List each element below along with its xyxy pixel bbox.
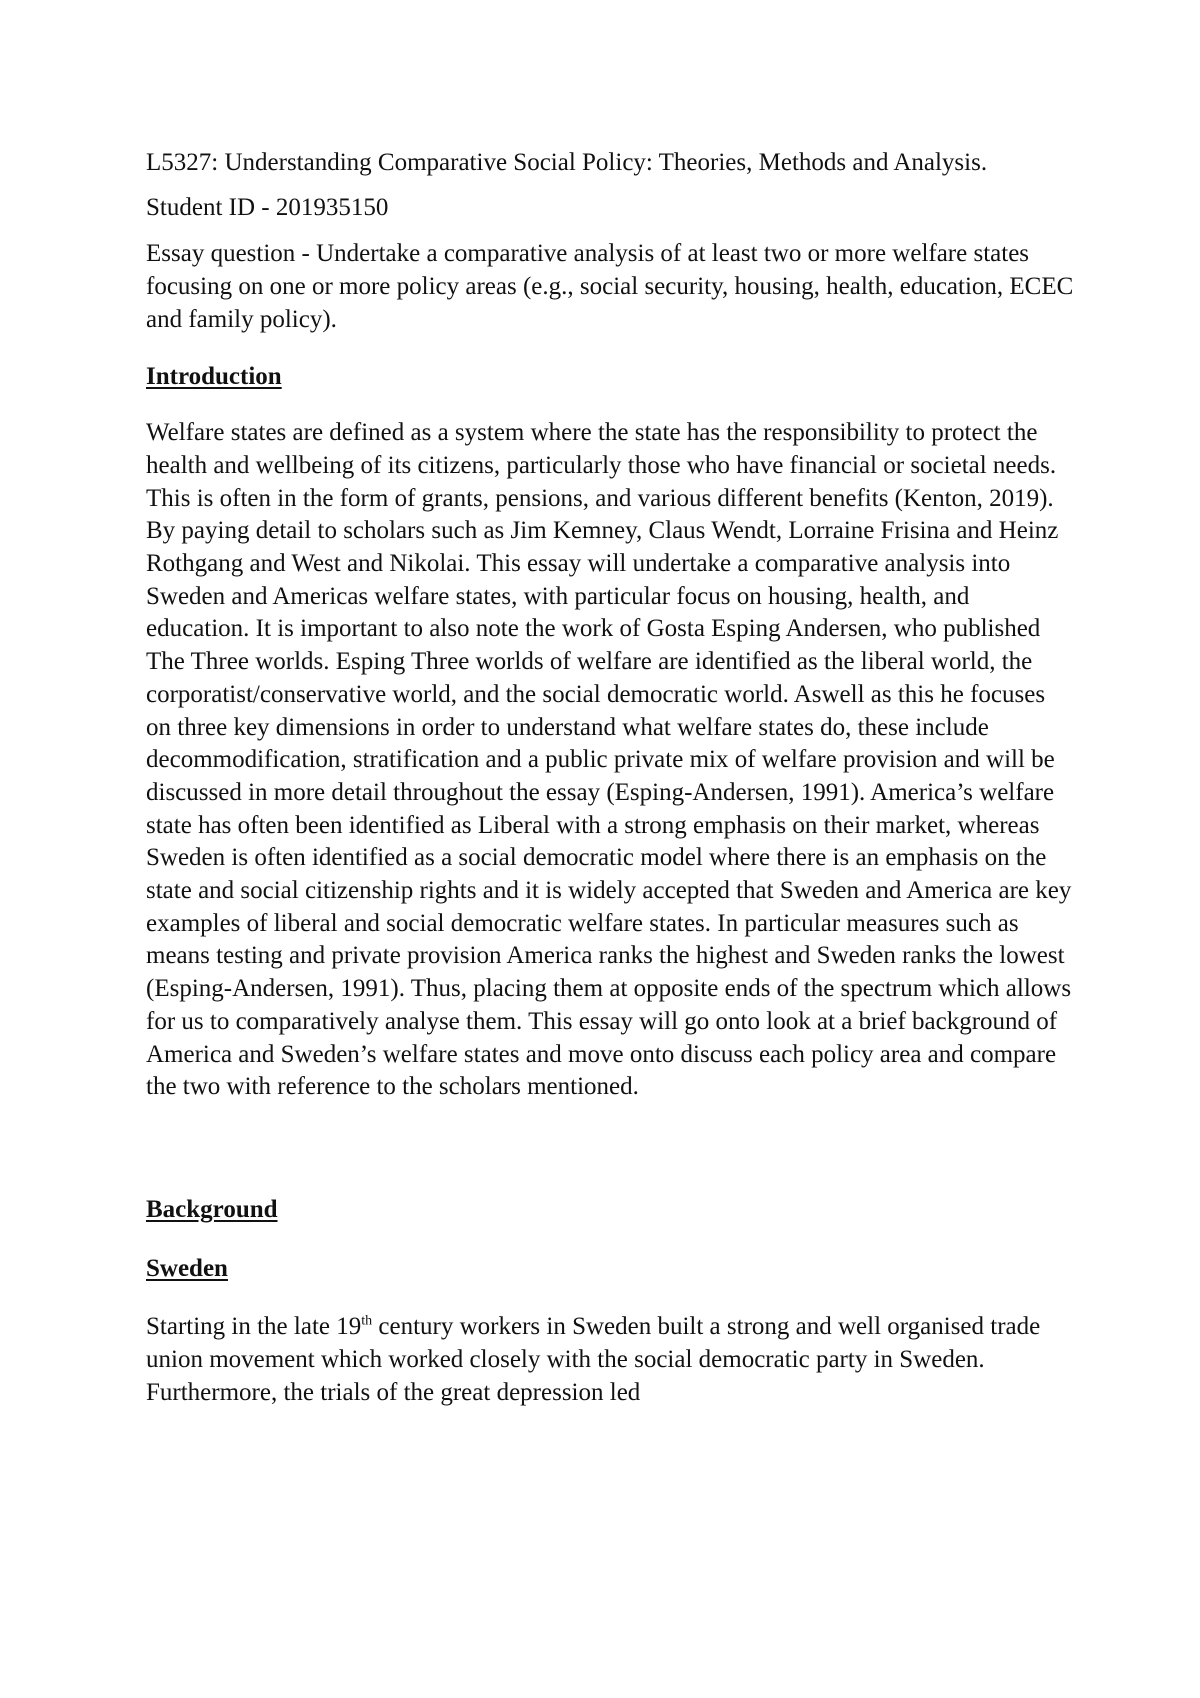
document-body <box>146 147 1076 1410</box>
ordinal-superscript: th <box>361 1314 373 1330</box>
introduction-heading: Introduction <box>146 362 282 390</box>
sweden-paragraph <box>146 1311 1076 1409</box>
document-title: L5327: Understanding Comparative Social Policy: Theories, Methods and Analysis. <box>146 149 988 176</box>
sweden-paragraph-start: Starting in the late 19 <box>146 1313 362 1341</box>
introduction-paragraph: Welfare states are defined as a system where the state has the responsibility to protect the health and wellbeing of its citizens, particularly those who have financial or societal needs. This is often in the form of grants, pensions, and various different benefits (Kenton, 2019). By paying detail to scholars such as Jim Kemney, Claus Wendt, Lorraine Frisina and Heinz Rothgang and West and Nikolai. This essay will undertake a comparative analysis into Sweden and Americas welfare states, with particular focus on housing, health, and education. It is important to also note the work of Gosta Esping Andersen, who published The Three worlds. Esping Three worlds of welfare are identified as the liberal world, the corporatist/conservative world, and the social democratic world. Aswell as this he focuses on three key dimensions in order to understand what welfare states do, these include decommodification, stratification and a public private mix of welfare provision and will be discussed in more detail throughout the essay (Esping-Andersen, 1991). America’s welfare state has often been identified as Liberal with a strong emphasis on their market, whereas Sweden is often identified as a social democratic model where there is an emphasis on the state and social citizenship rights and it is widely accepted that Sweden and America are key examples of liberal and social democratic welfare states. In particular measures such as means testing and private provision America ranks the highest and Sweden ranks the lowest (Esping-Andersen, 1991). Thus, placing them at opposite ends of the spectrum which allows for us to comparatively analyse them. This essay will go onto look at a brief background of America and Sweden’s welfare states and move onto discuss each policy area and compare the two with reference to the scholars mentioned. <box>146 419 1072 1101</box>
student-id: Student ID - 201935150 <box>146 193 389 221</box>
sweden-paragraph-rest: century workers in Sweden built a strong and well organised trade union movement which worked closely with the social democratic party in Sweden. Furthermore, the trials of the great depression led <box>146 1313 1041 1406</box>
essay-question: Essay question - Undertake a comparative analysis of at least two or more welfare states focusing on one or more policy areas (e.g., social security, housing, health, education, ECEC and family policy). <box>146 240 1074 333</box>
sweden-heading: Sweden <box>146 1254 228 1282</box>
background-heading: Background <box>146 1195 278 1223</box>
